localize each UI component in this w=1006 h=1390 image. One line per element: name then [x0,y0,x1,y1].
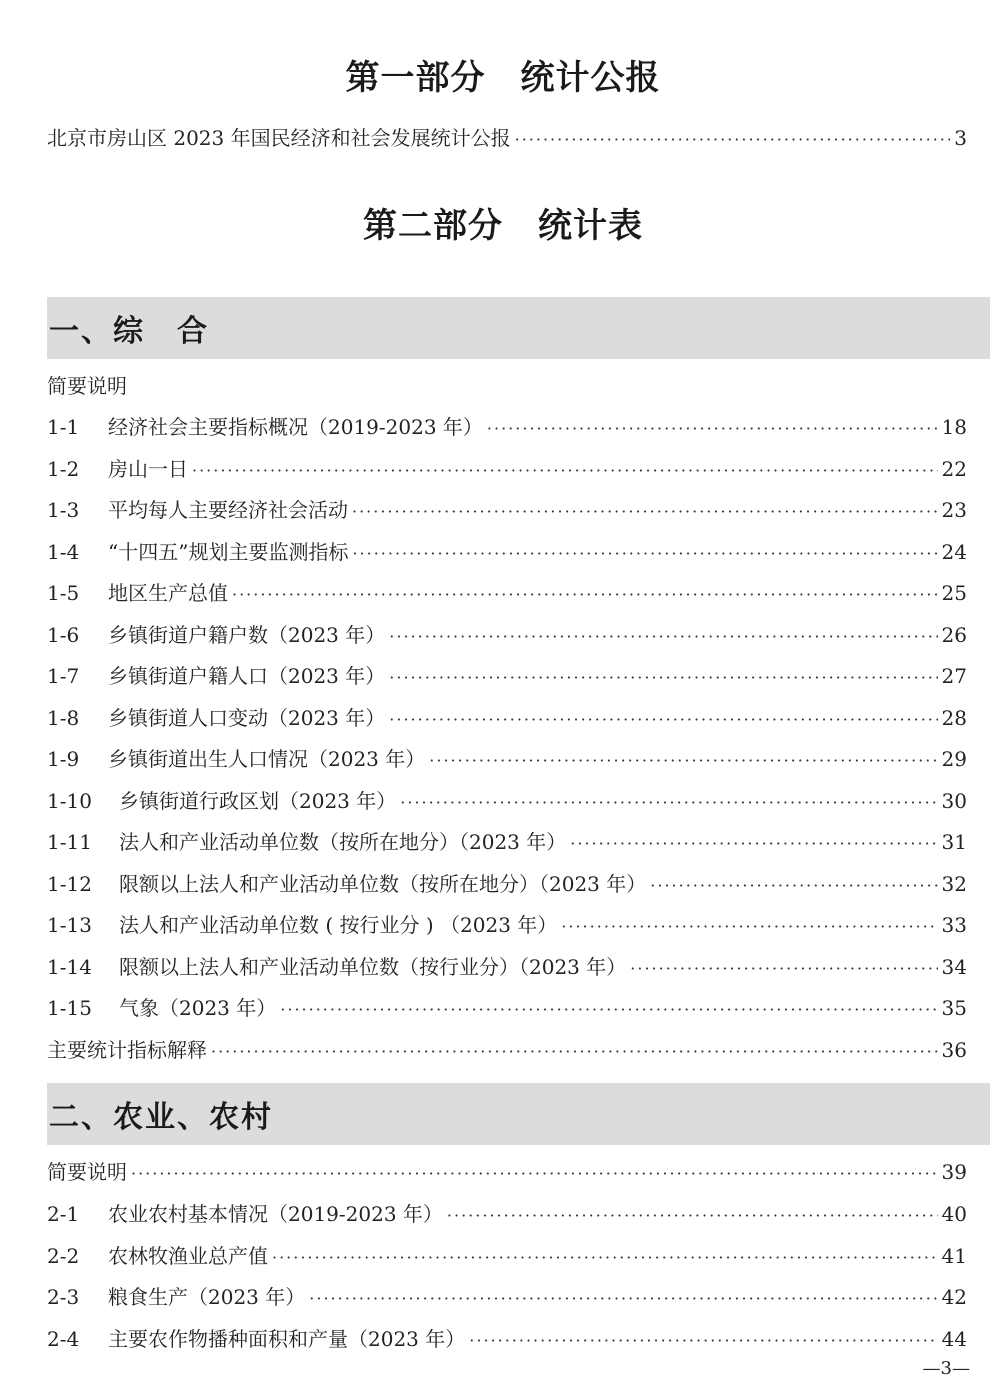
toc-entry[interactable] [47,1324,967,1354]
toc-entry-page: 44 [941,1326,967,1351]
toc-entry-page: 28 [941,705,967,730]
toc-entry[interactable] [47,495,967,525]
toc-entry-title: 乡镇街道人口变动（2023 年） [108,705,386,730]
toc-entry-title: 地区生产总值 [108,581,228,605]
toc-entry-title: 粮食生产（2023 年） [108,1285,306,1309]
leader-dots [389,663,937,693]
section-heading: 二、农业、农村 [49,1100,273,1135]
toc-entry-number: 1-10 [47,788,92,813]
toc-entry[interactable] [47,412,967,442]
leader-dots [192,456,938,486]
toc-entry-number: 2-3 [47,1285,80,1309]
toc-entry-title: 乡镇街道出生人口情况（2023 年） [108,747,426,771]
toc-entry-page: 31 [941,830,967,854]
toc-entry-number: 2-4 [47,1326,80,1351]
part-one-title: 第一部分 统计公报 [345,58,661,98]
leader-dots [469,1326,937,1356]
toc-entry-title: 乡镇街道户籍人口（2023 年） [108,664,386,688]
leader-dots [309,1284,937,1314]
toc-entry-title: 房山一日 [108,456,188,481]
toc-entry[interactable] [47,952,967,982]
section-heading-band [47,297,990,359]
toc-entry-number: 1-7 [47,664,80,688]
toc-entry-page: 27 [941,664,967,688]
toc-entry-page: 30 [941,788,967,813]
toc-entry-number: 1-2 [47,456,80,481]
toc-entry-number: 1-13 [47,913,92,937]
toc-entry[interactable] [47,910,967,940]
toc-entry[interactable] [47,1282,967,1312]
toc-entry-intro[interactable] [47,1157,967,1187]
leader-dots [389,622,937,652]
toc-entry[interactable] [47,827,967,857]
toc-entry[interactable] [47,744,967,774]
toc-entry-title: 经济社会主要指标概况（2019-2023 年） [108,415,483,439]
toc-entry-title: 北京市房山区 2023 年国民经济和社会发展统计公报 [47,126,511,150]
leader-dots [232,580,938,610]
toc-entry-title: 法人和产业活动单位数 ( 按行业分 ) （2023 年） [119,913,558,937]
toc-entry-page: 23 [941,498,967,522]
toc-entry-bulletin[interactable] [47,123,967,153]
toc-entry[interactable] [47,703,967,733]
toc-entry[interactable] [47,661,967,691]
toc-entry-number: 1-11 [47,830,92,854]
toc-entry-number: 1-1 [47,415,80,439]
leader-dots [650,871,937,901]
toc-entry-number: 1-14 [47,954,92,979]
leader-dots [561,912,937,942]
toc-entry-number: 1-8 [47,705,80,730]
leader-dots [630,954,937,984]
toc-entry-page: 36 [941,1038,967,1062]
leader-dots [429,746,937,776]
leader-dots [400,788,937,818]
toc-entry[interactable] [47,993,967,1023]
leader-dots [447,1201,938,1231]
toc-entry-title: 法人和产业活动单位数（按所在地分）（2023 年） [119,830,567,854]
toc-entry[interactable] [47,1241,967,1271]
toc-entry-number: 1-3 [47,498,80,522]
toc-entry-title: 简要说明 [47,1160,127,1184]
toc-entry[interactable] [47,786,967,816]
leader-dots [570,829,937,859]
toc-entry-title: 简要说明 [47,374,127,398]
toc-entry-title: 气象（2023 年） [119,996,277,1020]
toc-entry-title: 乡镇街道行政区划（2023 年） [119,788,397,813]
leader-dots [352,497,938,527]
leader-dots [272,1243,938,1273]
toc-entry-number: 1-9 [47,747,80,771]
toc-entry-number: 2-1 [47,1202,80,1226]
leader-dots [389,705,937,735]
leader-dots [352,539,937,569]
leader-dots [515,125,951,155]
toc-entry-title: “十四五”规划主要监测指标 [108,539,349,564]
toc-entry-number: 1-15 [47,996,92,1020]
toc-entry-page: 22 [941,456,967,481]
toc-entry-title: 农业农村基本情况（2019-2023 年） [108,1202,443,1226]
toc-entry-page: 25 [941,581,967,605]
leader-dots [131,1159,938,1189]
section-heading: 一、综 合 [49,314,209,349]
toc-entry-page: 29 [941,747,967,771]
toc-entry-page: 26 [941,622,967,647]
toc-entry-title: 平均每人主要经济社会活动 [108,498,348,522]
toc-entry[interactable] [47,454,967,484]
toc-entry-title: 农林牧渔业总产值 [108,1243,268,1268]
section-heading-band [47,1083,990,1145]
leader-dots [487,414,938,444]
toc-entry[interactable] [47,537,967,567]
part-two-title: 第二部分 统计表 [363,206,643,246]
toc-entry-number: 1-4 [47,539,80,564]
toc-entry[interactable] [47,869,967,899]
toc-entry-title: 主要农作物播种面积和产量（2023 年） [108,1326,466,1351]
toc-entry-page: 40 [941,1202,967,1226]
toc-entry[interactable] [47,578,967,608]
toc-entry-number: 1-5 [47,581,80,605]
toc-entry[interactable] [47,1199,967,1229]
toc-entry-title: 限额以上法人和产业活动单位数（按行业分）（2023 年） [119,954,627,979]
toc-entry-page: 18 [941,415,967,439]
toc-entry-page: 42 [941,1285,967,1309]
toc-entry-number: 1-12 [47,871,92,896]
toc-entry-title: 乡镇街道户籍户数（2023 年） [108,622,386,647]
leader-dots [211,1037,938,1067]
toc-entry-title: 限额以上法人和产业活动单位数（按所在地分）（2023 年） [119,871,647,896]
toc-entry-page: 32 [941,871,967,896]
toc-entry-page: 35 [941,996,967,1020]
toc-entry-page: 39 [941,1160,967,1184]
toc-entry-page: 33 [941,913,967,937]
toc-entry[interactable] [47,620,967,650]
toc-entry-indicators[interactable] [47,1035,967,1065]
toc-entry-number: 2-2 [47,1243,80,1268]
toc-entry-number: 1-6 [47,622,80,647]
toc-entry-page: 24 [941,539,967,564]
toc-entry-title: 主要统计指标解释 [47,1038,207,1062]
section-intro[interactable] [47,371,967,401]
toc-entry-page: 34 [941,954,967,979]
leader-dots [280,995,937,1025]
toc-entry-page: 41 [941,1243,967,1268]
toc-entry-page: 3 [954,126,967,150]
page-number: —3— [922,1358,970,1379]
